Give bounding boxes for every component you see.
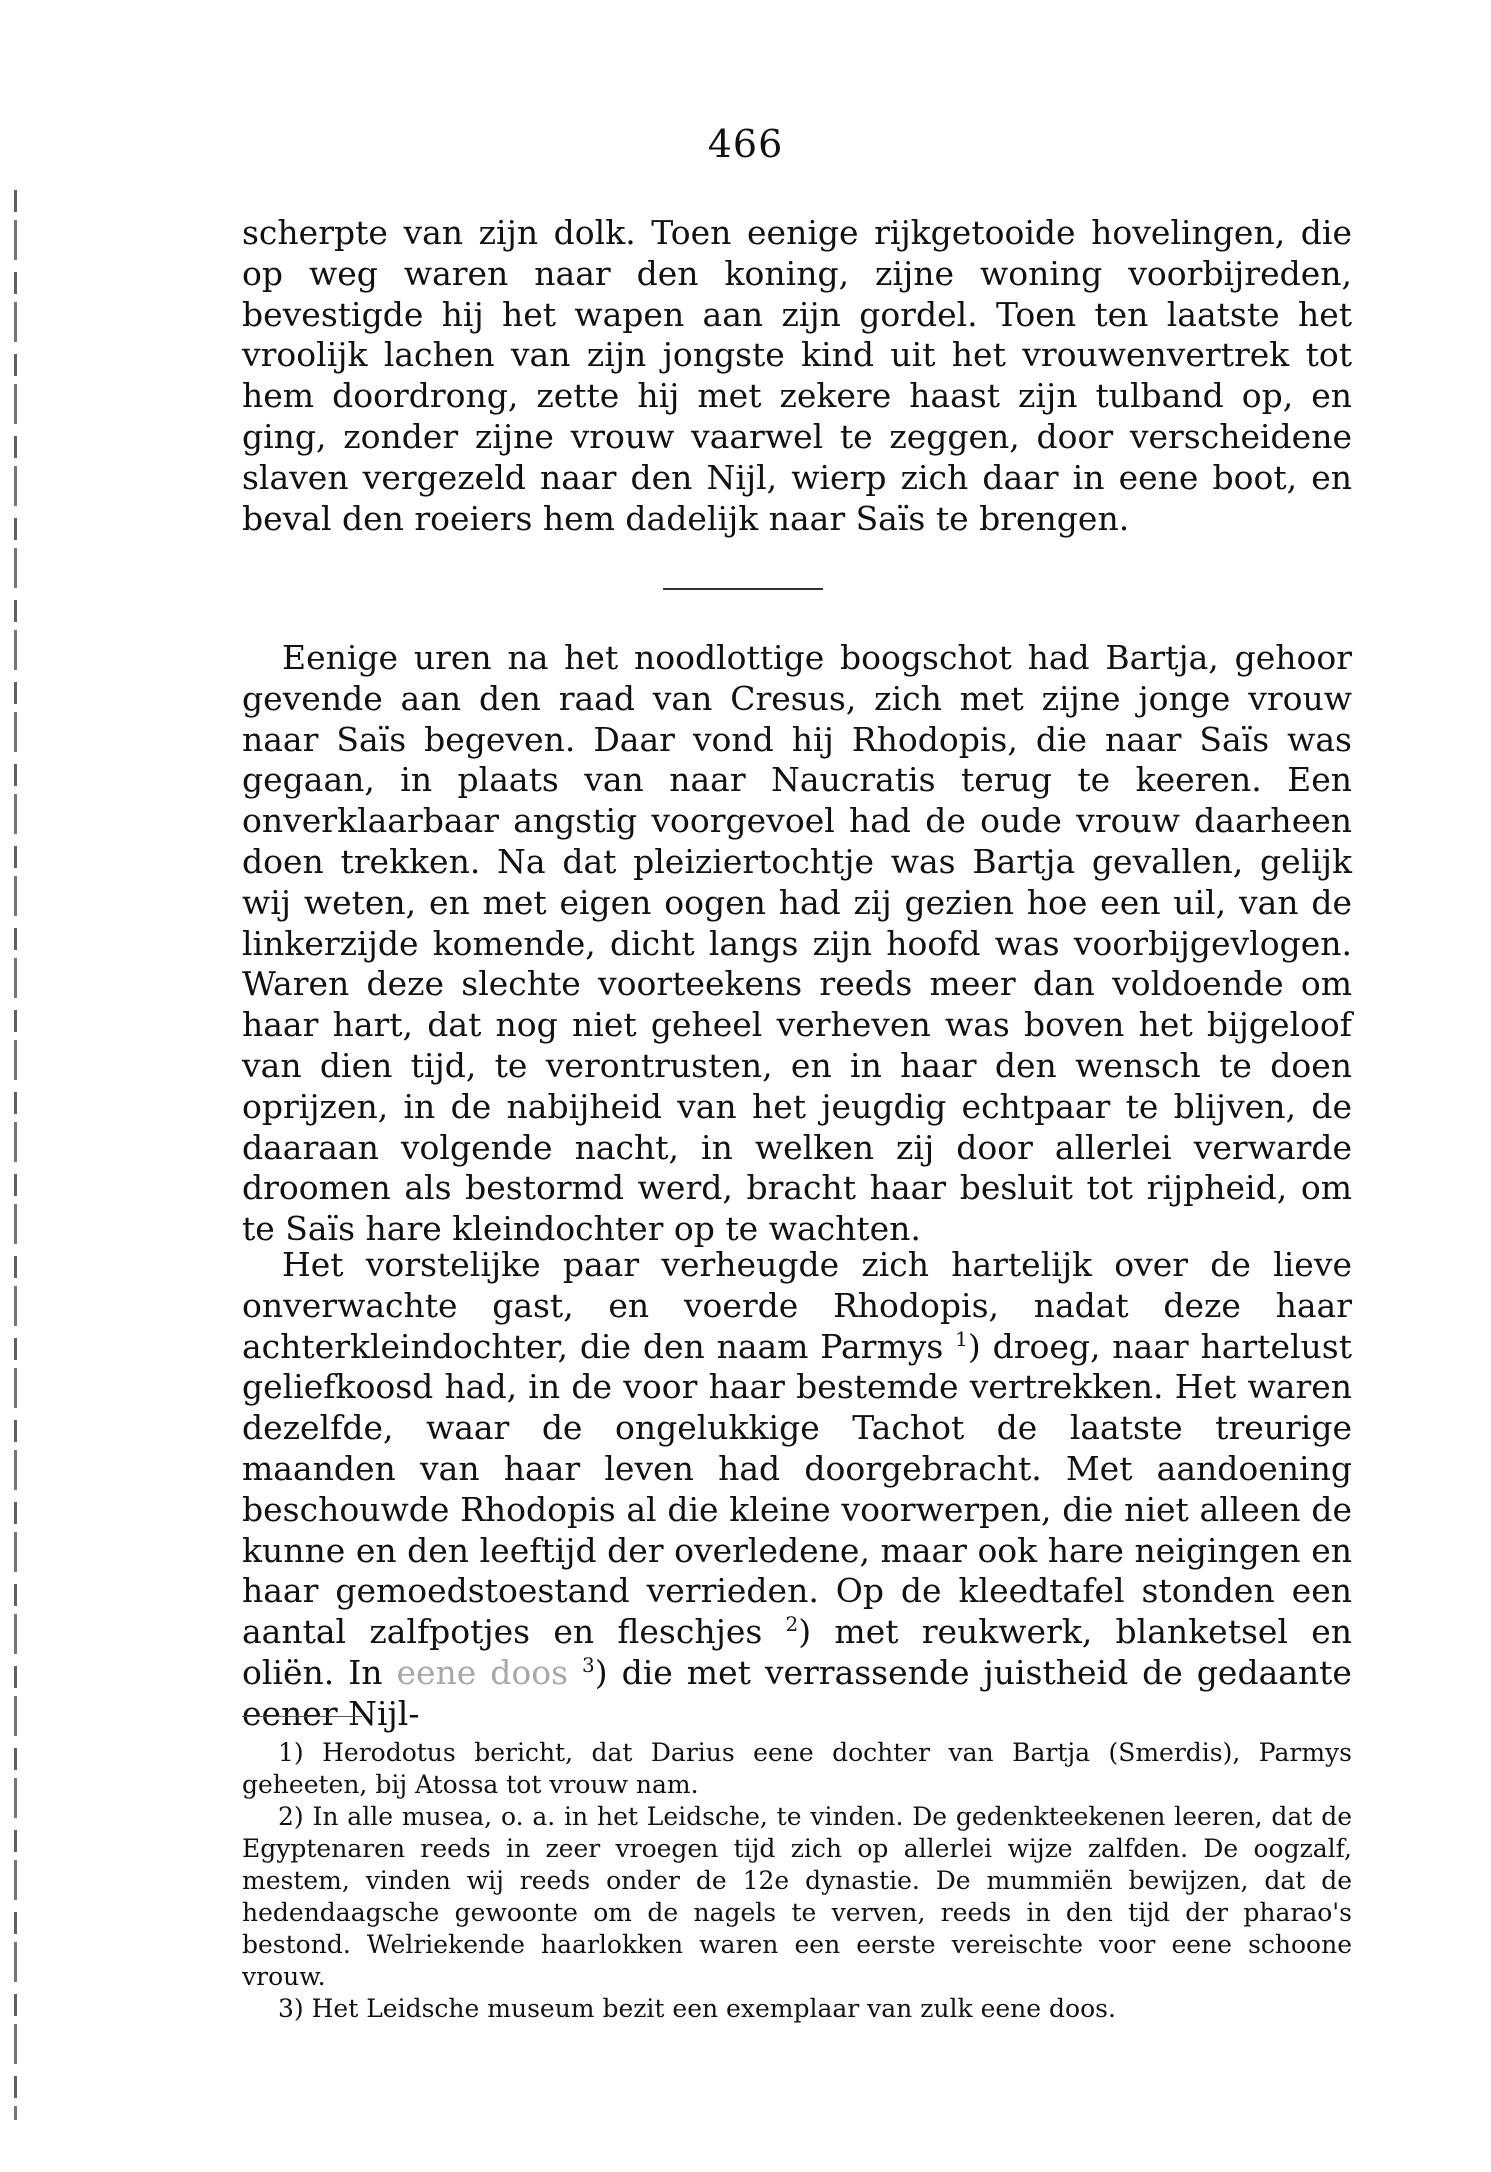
footnote-3: 3) Het Leidsche museum bezit een exemplaar van zulk eene doos. [278,1994,1116,2023]
paragraph-text: Het vorstelijke paar verheugde zich hartelijk over de lieve onverwachte gast, en voerde Rhodopis, nadat deze haar achterkleindochter, die den naam Parmys [242,1245,1352,1366]
paragraph-text: ) die met verrassende juistheid de gedaante eener Nijl- [242,1652,1352,1733]
paragraph-bartja-rhodopis: Eenige uren na het noodlottige boogschot had Bartja, gehoor gevende aan den raad van Cresus, zich met zijne jonge vrouw naar Saïs begeven. Daar vond hij Rhodopis, die naar Saïs was gegaan, in plaats van naar Naucratis terug te keeren. Een onverklaarbaar angstig voorgevoel had de oude vrouw daarheen doen trekken. Na dat pleiziertochtje was Bartja gevallen, gelijk wij weten, en met eigen oogen had zij gezien hoe een uil, van de linkerzijde komende, dicht langs zijn hoofd was voorbijgevlogen. Waren deze slechte voorteekens reeds meer dan voldoende om haar hart, dat nog niet geheel verheven was boven het bijgeloof van dien tijd, te verontrusten, en in haar den wensch te doen oprijzen, in de nabijheid van het jeugdig echtpaar te blijven, de daaraan volgende nacht, in welken zij door allerlei verwarde droomen als bestormd werd, bracht haar besluit tot rijpheid, om te Saïs hare kleindochter op te wachten. [242,638,1352,1249]
footnote-marker-2: 2 [785,1612,799,1637]
paragraph-continuation: scherpte van zijn dolk. Toen eenige rijkgetooide hovelingen, die op weg waren naar den koning, zijne woning voorbijreden, bevestigde hij het wapen aan zijn gordel. Toen ten laatste het vroolijk lachen van zijn jongste kind uit het vrouwenvertrek tot hem doordrong, zette hij met zekere haast zijn tulband op, en ging, zonder zijne vrouw vaarwel te zeggen, door verscheidene slaven vergezeld naar den Nijl, wierp zich daar in eene boot, en beval den roeiers hem dadelijk naar Saïs te brengen. [242,213,1352,538]
paragraph-text: ) met reukwerk, blanketsel en oliën. In [242,1612,1352,1692]
footnote-marker-1: 1 [955,1326,968,1351]
footnote-marker-3: 3 [582,1652,595,1677]
paragraph-royal-couple [242,1245,1352,1735]
paragraph-text: ) droeg, naar hartelust geliefkoosd had, in de voor haar bestemde vertrekken. Het waren dezelfde, waar de ongelukkige Tachot de laatste treurige maanden van haar leven had doorgebracht. Met aandoening beschouwde Rhodopis al die kleine voorwerpen, die niet alleen de kunne en den leeftijd der overledene, maar ook hare neigingen en haar gemoedstoestand verrieden. Op de kleedtafel stonden een aantal zalfpotjes en fleschjes [242,1326,1352,1652]
section-divider [663,588,823,590]
scan-edge-artifact [14,190,17,2120]
footnote-2: 2) In alle musea, o. a. in het Leidsche, te vinden. De gedenkteekenen leeren, dat de Egyptenaren reeds in zeer vroegen tijd zich op allerlei wijze zalfden. De oogzalf, mestem, vinden wij reeds onder de 12e dynastie. De mummiën bewijzen, dat de hedendaagsche gewoonte om de nagels te verven, reeds in den tijd der pharao's bestond. Welriekende haarlokken waren een eerste vereischte voor eene schoone vrouw. [242,1802,1352,1991]
footnotes [242,1737,1352,2025]
footnote-1: 1) Herodotus bericht, dat Darius eene dochter van Bartja (Smerdis), Parmys geheeten, bij Atossa tot vrouw nam. [242,1738,1352,1799]
faded-text: eene doos [396,1652,569,1692]
page-number: 466 [707,122,784,166]
footnote-divider [242,1716,362,1717]
